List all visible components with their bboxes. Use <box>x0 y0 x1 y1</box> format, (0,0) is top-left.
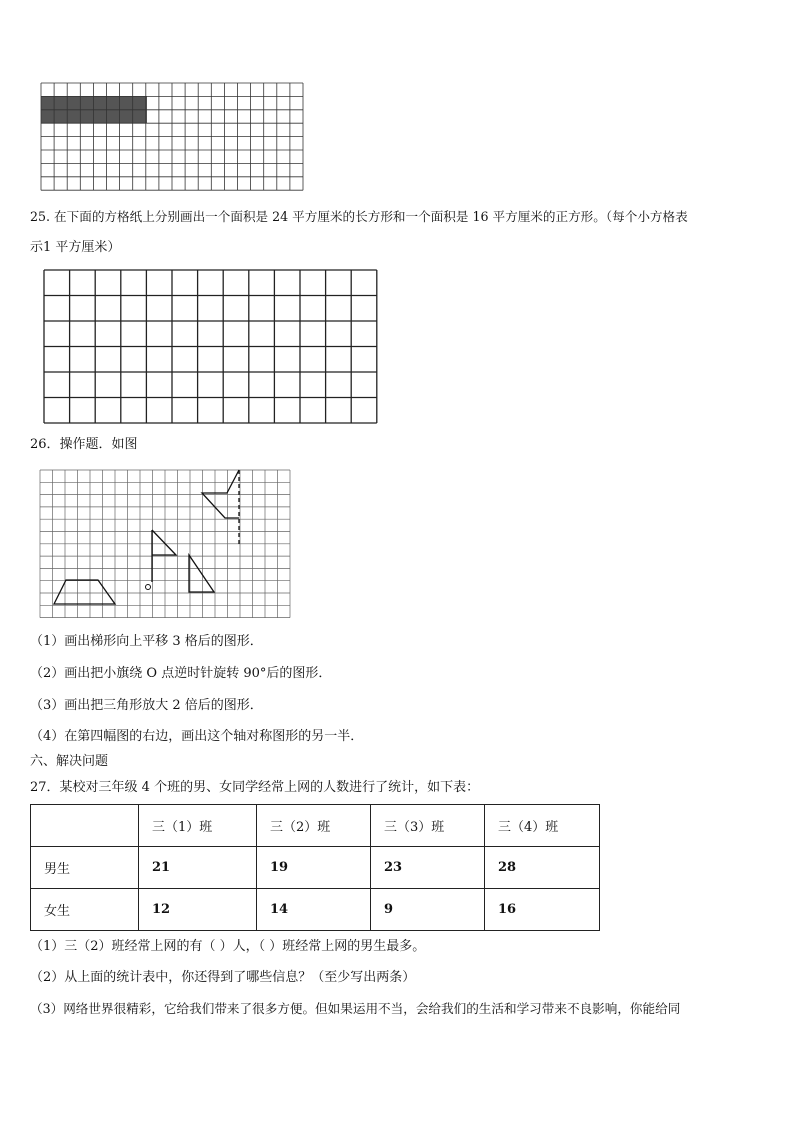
q27-sub-question-1: （1）三（2）班经常上网的有（ ）人，（ ）班经常上网的男生最多。 <box>30 939 426 954</box>
pivot-point-o <box>146 585 151 590</box>
q26-item-4: （4）在第四幅图的右边，画出这个轴对称图形的另一半． <box>30 729 364 744</box>
table-cell: 28 <box>485 847 600 889</box>
table-header-row <box>31 805 600 847</box>
q26-figure-grid[interactable] <box>38 468 294 620</box>
table-header-cell: 三（4）班 <box>485 805 600 847</box>
table-header-cell: 三（3）班 <box>371 805 485 847</box>
half-symmetric-figure <box>202 470 239 518</box>
table-cell: 9 <box>371 889 485 931</box>
table-cell: 21 <box>139 847 257 889</box>
triangle-shape <box>189 555 214 592</box>
q27-sub-question-3: （3）网络世界很精彩，它给我们带来了很多方便。但如果运用不当，会给我们的生活和学习带来不良影响，你能给同 <box>30 1001 681 1016</box>
q25-prompt-line1: 25. 在下面的方格纸上分别画出一个面积是 24 平方厘米的长方形和一个面积是 16 平方厘米的正方形。（每个小方格表 <box>30 209 688 224</box>
q26-title: 26．操作题．如图 <box>30 437 138 452</box>
statistics-table <box>30 804 600 931</box>
q26-item-3: （3）画出把三角形放大 2 倍后的图形． <box>30 698 263 713</box>
q25-grid-paper[interactable] <box>40 268 380 428</box>
table-cell: 14 <box>257 889 371 931</box>
table-header-cell <box>31 805 139 847</box>
table-header-cell: 三（2）班 <box>257 805 371 847</box>
q26-item-2: （2）画出把小旗绕 O 点逆时针旋转 90°后的图形． <box>30 666 332 681</box>
q27-intro: 27．某校对三年级 4 个班的男、女同学经常上网的人数进行了统计，如下表： <box>30 780 480 795</box>
table-cell: 23 <box>371 847 485 889</box>
section-six-title: 六、解决问题 <box>30 754 109 769</box>
table-cell: 16 <box>485 889 600 931</box>
q26-item-1: （1）画出梯形向上平移 3 格后的图形． <box>30 634 263 649</box>
table-row <box>31 847 600 889</box>
row-label: 男生 <box>31 847 139 889</box>
table-cell: 12 <box>139 889 257 931</box>
table-row <box>31 889 600 931</box>
table-cell: 19 <box>257 847 371 889</box>
q25-prompt-line2: 示1 平方厘米） <box>30 240 121 255</box>
table-header-cell: 三（1）班 <box>139 805 257 847</box>
row-label: 女生 <box>31 889 139 931</box>
trapezoid-shape <box>54 580 115 604</box>
previous-question-grid <box>40 82 304 192</box>
q27-sub-question-2: （2）从上面的统计表中，你还得到了哪些信息？（至少写出两条） <box>30 970 416 985</box>
